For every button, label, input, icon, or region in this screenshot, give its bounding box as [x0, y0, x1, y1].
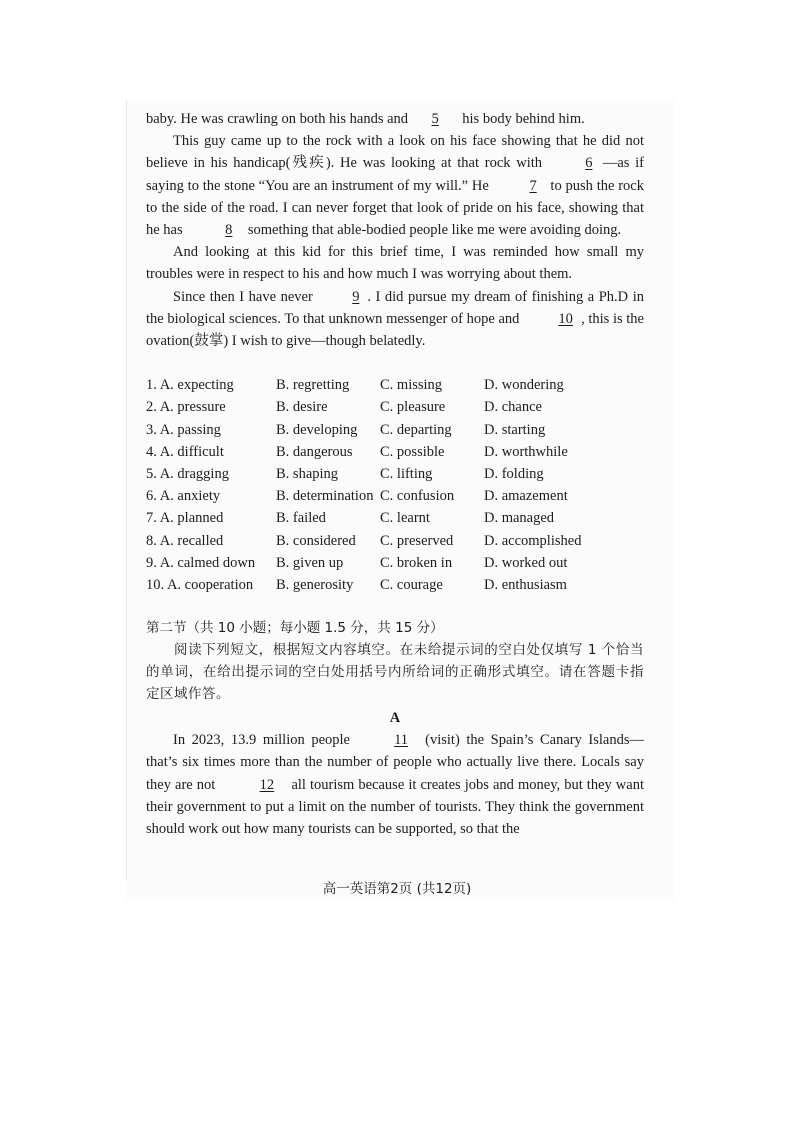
blank-10: 10 [558, 310, 573, 327]
section-heading: 第二节（共 10 小题；每小题 1.5 分，共 15 分） [146, 620, 444, 637]
option-row: 8. A. recalled B. considered C. preserved D. accomplished [146, 532, 582, 549]
page-footer: 高一英语第2页 (共12页) [322, 881, 472, 897]
option-row: 5. A. dragging B. shaping C. lifting D. folding [146, 465, 544, 482]
option-row: 2. A. pressure B. desire C. pleasure D. chance [146, 399, 542, 416]
blank-9: 9 [352, 288, 360, 305]
passage-paragraph: This guy came up to the rock with a look on his face showing that he did not believe in his handicap(残疾). He was looking at that rock with 6 —as if saying to the stone “You are an instrument of my will.” He 7 to push the rock to the side of the road. I can never forget that look of pride on his face, showing that he has 8 something that able-bodied people like me were avoiding doing. [146, 130, 644, 241]
passage-paragraph: Since then I have never 9 . I did pursue my dream of finishing a Ph.D in the biological sciences. To that unknown messenger of hope and 10 , this is the ovation(鼓掌) I wish to give—though belatedly. [146, 286, 644, 353]
blank-8: 8 [225, 222, 233, 239]
passage-a-paragraph: In 2023, 13.9 million people 11 (visit) the Spain’s Canary Islands—that’s six times more than the number of people who actually live there. Locals say they are not 12 all tourism because it creates jobs and money, but they want their government to put a limit on the number of tourists. They think the government should work out how many tourists can be supported, so that the [146, 729, 644, 840]
option-row: 10. A. cooperation B. generosity C. courage D. enthusiasm [146, 576, 567, 593]
option-row: 6. A. anxiety B. determination C. confusion D. amazement [146, 488, 568, 505]
section-instructions: 阅读下列短文，根据短文内容填空。在未给提示词的空白处仅填写 1 个恰当的单词，在给出提示词的空白处用括号内所给词的正确形式填空。请在答题卡指定区域作答。 [146, 642, 644, 703]
blank-12: 12 [259, 776, 275, 793]
option-row: 9. A. calmed down B. given up C. broken in D. worked out [146, 554, 568, 571]
answer-options [146, 374, 644, 596]
passage-label: A [389, 710, 401, 727]
passage-line-continued: baby. He was crawling on both his hands and 5 his body behind him. [146, 108, 644, 130]
blank-5: 5 [431, 111, 439, 127]
passage-paragraph: And looking at this kid for this brief time, I was reminded how small my troubles were in respect to his and how much I was worrying about them. [146, 244, 644, 283]
option-row: 1. A. expecting B. regretting C. missing D. wondering [146, 377, 564, 394]
option-row: 4. A. difficult B. dangerous C. possible D. worthwhile [146, 443, 568, 460]
blank-6: 6 [585, 155, 593, 172]
option-row: 7. A. planned B. failed C. learnt D. managed [146, 510, 555, 527]
page-content [146, 108, 644, 840]
blank-11: 11 [394, 732, 409, 749]
scan-edge [126, 100, 127, 880]
option-row: 3. A. passing B. developing C. departing D. starting [146, 421, 546, 438]
blank-7: 7 [529, 177, 537, 194]
